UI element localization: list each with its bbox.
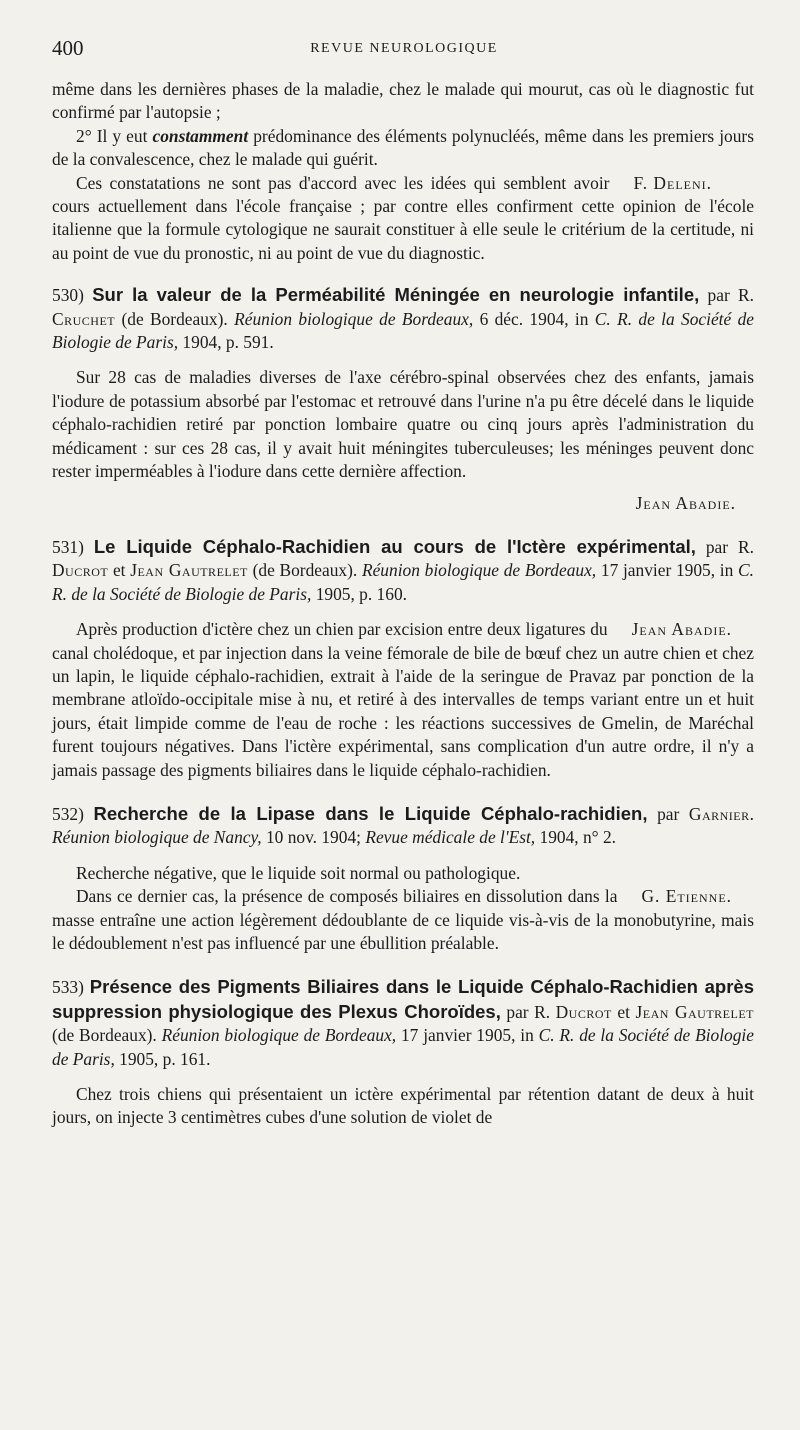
entry-heading: 530) Sur la valeur de la Perméabilité Méningée en neurologie infantile, par R. Cruchet (de Bordeaux). Réunion biologique de Bordeaux, 6 déc. 1904, in C. R. de la Société de Biologie de Paris, 1904, p. 591. bbox=[52, 284, 754, 353]
intro-point-2: 2° Il y eut constamment prédominance des éléments polynucléés, même dans les premiers jours de la convalescence, chez le malade qui guérit. bbox=[52, 125, 754, 170]
entry-heading: 531) Le Liquide Céphalo-Rachidien au cours de l'Ictère expérimental, par R. Ducrot et Jean Gautrelet (de Bordeaux). Réunion biologique de Bordeaux, 17 janvier 1905, in C. R. de la Société de Biologie de Paris, 1905, p. 160. bbox=[52, 535, 754, 604]
entry-body: G. Etienne. Dans ce dernier cas, la présence de composés biliaires en dissolution dans la masse entraîne une action légèrement dédoublante de ce liquide vis-à-vis de la monobutyrine, mais le dédoublement n'est pas influencé par une ébullition préalable. bbox=[52, 886, 754, 953]
source: Revue médicale de l'Est, bbox=[365, 827, 536, 848]
entry-body: Recherche négative, que le liquide soit normal ou pathologique. bbox=[76, 862, 521, 883]
entry-number: 532) bbox=[52, 803, 84, 824]
source: C. R. de la Société de Biologie de Paris, bbox=[52, 1025, 754, 1069]
entry-body: Sur 28 cas de maladies diverses de l'axe cérébro-spinal observées chez des enfants, jamais l'iodure de potassium absorbé par l'estomac et retrouvé dans l'urine n'a pu être décelé dans le liquide céphalo-rachidien retiré par ponction lombaire quatre ou cinq jours après l'administration du médicament : sur ces 28 cas, il y avait huit méningites tuberculeuses; les méninges peuvent donc rester imperméables à l'iodure dans cette dernière affection. bbox=[52, 367, 754, 482]
entry-title: Recherche de la Lipase dans le Liquide Céphalo-rachidien, bbox=[93, 802, 648, 824]
signature: G. Etienne. bbox=[641, 886, 732, 907]
author-name: Ducrot bbox=[555, 1001, 612, 1022]
journal-title: REVUE NEUROLOGIQUE bbox=[310, 41, 498, 56]
running-head bbox=[52, 36, 756, 64]
entry-number: 533) bbox=[52, 977, 84, 998]
source: Réunion biologique de Bordeaux, bbox=[234, 308, 474, 329]
author-name: Garnier bbox=[688, 803, 750, 824]
emphasis: constamment bbox=[152, 125, 249, 146]
entry-heading: 533) Présence des Pigments Biliaires dans le Liquide Céphalo-Rachidien après suppression physiologique des Plexus Choroïdes, par R. Ducrot et Jean Gautrelet (de Bordeaux). Réunion biologique de Bordeaux, 17 janvier 1905, in C. R. de la Société de Biologie de Paris, 1905, p. 161. bbox=[52, 976, 754, 1069]
abstract-entry-530 bbox=[52, 283, 754, 515]
author-name: Jean Gautrelet bbox=[130, 560, 248, 581]
entry-number: 530) bbox=[52, 285, 84, 306]
entry-number: 531) bbox=[52, 536, 84, 557]
page-content bbox=[52, 78, 754, 1130]
source: C. R. de la Société de Biologie de Paris, bbox=[52, 308, 754, 353]
author-name: Jean Gautrelet bbox=[635, 1001, 754, 1022]
intro-paragraph: F. Deleni. Ces constatations ne sont pas d'accord avec les idées qui semblent avoir cours actuellement dans l'école française ; par contre elles confirment cette opinion de l'école italienne que la formule cytologique ne saurait constituer à elle seule le critérium de la certitude, ni au point de vue du pronostic, ni au point de vue du diagnostic. bbox=[52, 172, 754, 263]
entry-title: Sur la valeur de la Perméabilité Méningée en neurologie infantile, bbox=[92, 284, 700, 306]
intro-line: même dans les dernières phases de la maladie, chez le malade qui mourut, cas où le diagnostic fut confirmé par l'autopsie ; bbox=[52, 79, 754, 123]
signature: Jean Abadie. bbox=[635, 492, 736, 513]
abstract-entry-531 bbox=[52, 535, 754, 782]
source: Réunion biologique de Nancy, bbox=[52, 827, 262, 848]
abstract-entry-532 bbox=[52, 802, 754, 955]
point-number: 2° bbox=[76, 125, 92, 146]
author-name: Ducrot bbox=[52, 560, 109, 581]
author-name: Cruchet bbox=[52, 308, 116, 329]
entry-heading: 532) Recherche de la Lipase dans le Liquide Céphalo-rachidien, par Garnier. Réunion biologique de Nancy, 10 nov. 1904; Revue médicale de l'Est, 1904, n° 2. bbox=[52, 802, 754, 848]
signature: Jean Abadie. bbox=[631, 619, 732, 640]
source: Réunion biologique de Bordeaux, bbox=[161, 1025, 397, 1046]
abstract-entry-533 bbox=[52, 975, 754, 1129]
entry-title: Présence des Pigments Biliaires dans le Liquide Céphalo-Rachidien après suppression physiologique des Plexus Choroïdes, bbox=[52, 976, 754, 1022]
page-number: 400 bbox=[52, 36, 84, 60]
entry-title: Le Liquide Céphalo-Rachidien au cours de l'Ictère expérimental, bbox=[93, 535, 696, 557]
entry-body: Chez trois chiens qui présentaient un ictère expérimental par rétention datant de deux à huit jours, on injecte 3 centimètres cubes d'une solution de violet de bbox=[52, 1084, 754, 1128]
entry-body: Jean Abadie. Après production d'ictère chez un chien par excision entre deux ligatures du canal cholédoque, et par injection dans la veine fémorale de bile de bœuf chez un autre chien et chez un lapin, le liquide céphalo-rachidien, extrait à l'aide de la seringue de Pravaz par ponction de la membrane atloïdo-occipitale mise à nu, et retiré à des intervalles de temps variant entre un et huit jours, était limpide comme de l'eau de roche : les réactions successives de Gmelin, de Maréchal furent toujours négatives. Dans l'ictère expérimental, sans complication d'un autre ordre, il n'y a jamais passage des pigments biliaires dans le liquide céphalo-rachidien. bbox=[52, 619, 754, 780]
signature: F. Deleni. bbox=[633, 172, 712, 193]
source: Réunion biologique de Bordeaux, bbox=[361, 560, 597, 581]
source: C. R. de la Société de Biologie de Paris, bbox=[52, 560, 754, 604]
